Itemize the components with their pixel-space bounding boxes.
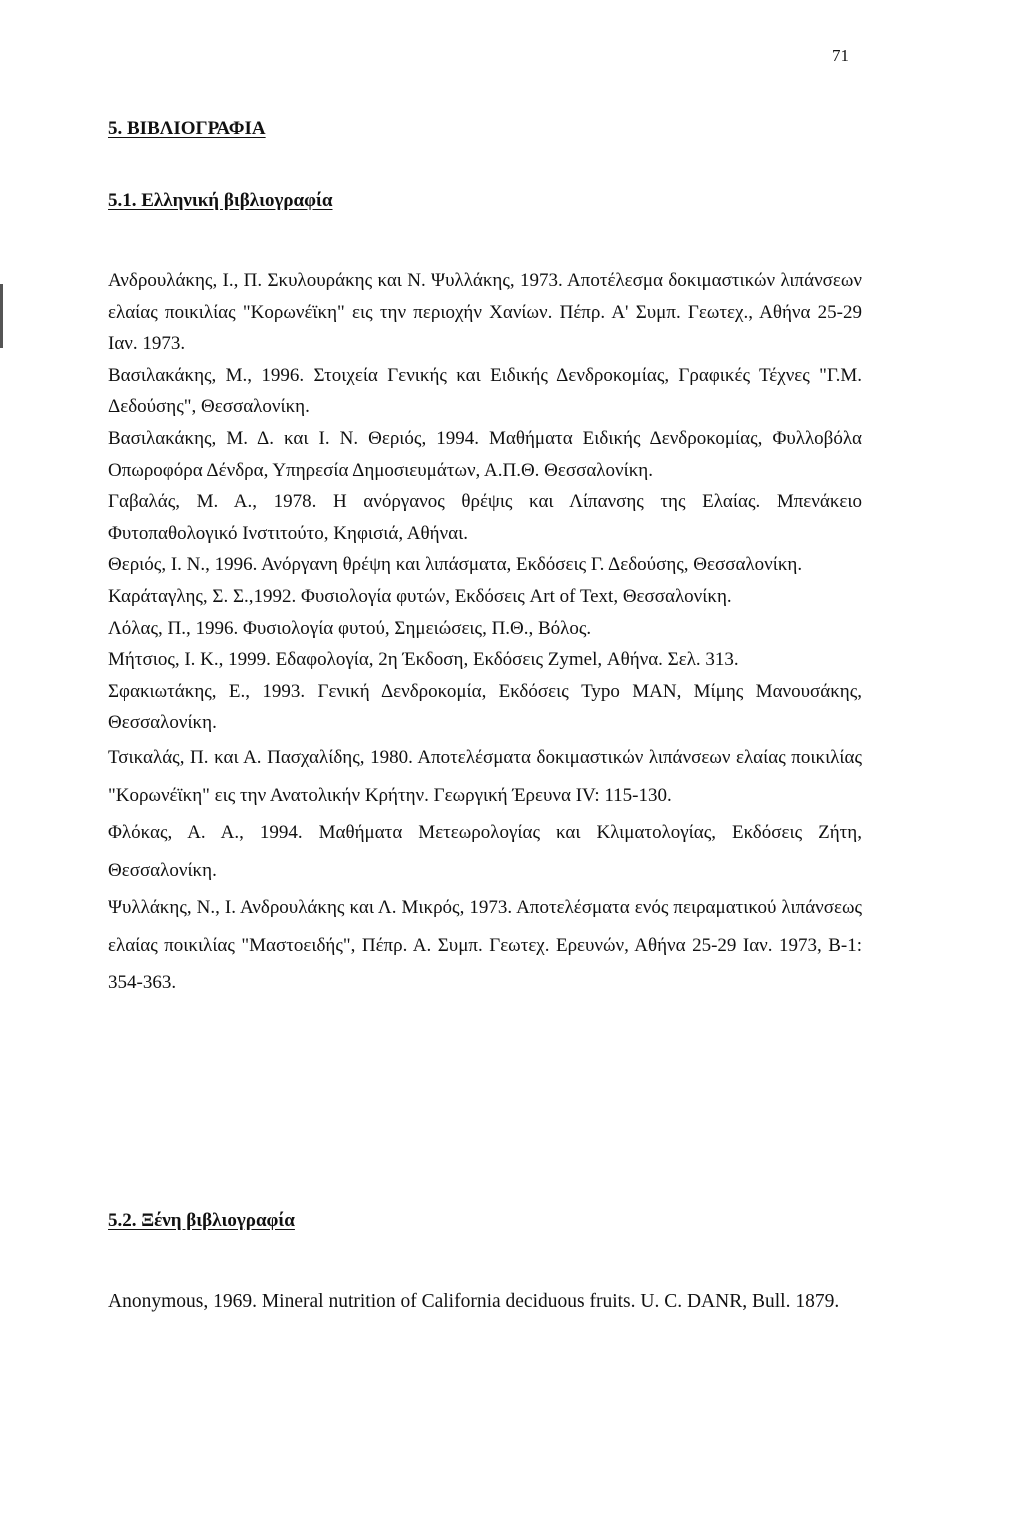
scan-edge-line <box>0 284 3 348</box>
foreign-reference-list <box>108 1282 862 1322</box>
reference-entry: Ψυλλάκης, Ν., Ι. Ανδρουλάκης και Λ. Μικρός, 1973. Αποτελέσματα ενός πειραματικού λιπάνσεως ελαίας ποικιλίας "Μαστοειδής", Πέπρ. Α. Συμπ. Γεωτεχ. Ερευνών, Αθήνα 25-29 Ιαν. 1973, Β-1: 354-363. <box>108 897 862 994</box>
greek-bibliography-heading: 5.1. Ελληνική βιβλιογραφία <box>108 190 333 211</box>
reference-entry: Τσικαλάς, Π. και Α. Πασχαλίδης, 1980. Αποτελέσματα δοκιμαστικών λιπάνσεων ελαίας ποικιλίας "Κορωνέϊκη" εις την Ανατολικήν Κρήτην. Γεωργική Έρευνα IV: 115-130. <box>108 746 862 806</box>
reference-entry: Anonymous, 1969. Mineral nutrition of California deciduous fruits. U. C. DANR, Bull. 1879. <box>108 1291 840 1312</box>
reference-entry: Φλόκας, Α. Α., 1994. Μαθήματα Μετεωρολογίας και Κλιματολογίας, Εκδόσεις Ζήτη, Θεσσαλονίκη. <box>108 822 862 881</box>
reference-entry: Λόλας, Π., 1996. Φυσιολογία φυτού, Σημειώσεις, Π.Θ., Βόλος. <box>108 617 592 639</box>
section-title: 5. ΒΙΒΛΙΟΓΡΑΦΙΑ <box>108 118 266 139</box>
greek-reference-list <box>108 265 862 1002</box>
reference-entry: Γαβαλάς, Μ. Α., 1978. Η ανόργανος θρέψις και Λίπανσης της Ελαίας. Μπενάκειο Φυτοπαθολογικό Ινστιτούτο, Κηφισιά, Αθήναι. <box>108 491 862 544</box>
reference-entry: Σφακιωτάκης, Ε., 1993. Γενική Δενδροκομία, Εκδόσεις Typo MAN, Μίμης Μανουσάκης, Θεσσαλονίκη. <box>108 680 862 734</box>
foreign-bibliography-heading: 5.2. Ξένη βιβλιογραφία <box>108 1210 295 1231</box>
reference-entry: Βασιλακάκης, Μ. Δ. και Ι. Ν. Θεριός, 1994. Μαθήματα Ειδικής Δενδροκομίας, Φυλλοβόλα Οπωροφόρα Δένδρα, Υπηρεσία Δημοσιευμάτων, Α.Π.Θ. Θεσσαλονίκη. <box>108 427 862 481</box>
page-number: 71 <box>832 46 849 65</box>
reference-entry: Ανδρουλάκης, Ι., Π. Σκυλουράκης και Ν. Ψυλλάκης, 1973. Αποτέλεσμα δοκιμαστικών λιπάνσεων ελαίας ποικιλίας "Κορωνέϊκη" εις την περιοχήν Χανίων. Πέπρ. Α' Συμπ. Γεωτεχ., Αθήνα 25-29 Ιαν. 1973. <box>108 270 862 355</box>
reference-entry: Βασιλακάκης, Μ., 1996. Στοιχεία Γενικής και Ειδικής Δενδροκομίας, Γραφικές Τέχνες "Γ.Μ. Δεδούσης", Θεσσαλονίκη. <box>108 364 862 418</box>
reference-entry: Μήτσιος, Ι. Κ., 1999. Εδαφολογία, 2η Έκδοση, Εκδόσεις Zymel, Αθήνα. Σελ. 313. <box>108 649 739 671</box>
reference-entry: Θεριός, Ι. Ν., 1996. Ανόργανη θρέψη και λιπάσματα, Εκδόσεις Γ. Δεδούσης, Θεσσαλονίκη. <box>108 554 803 576</box>
reference-entry: Καράταγλης, Σ. Σ.,1992. Φυσιολογία φυτών, Εκδόσεις Art of Text, Θεσσαλονίκη. <box>108 585 732 607</box>
